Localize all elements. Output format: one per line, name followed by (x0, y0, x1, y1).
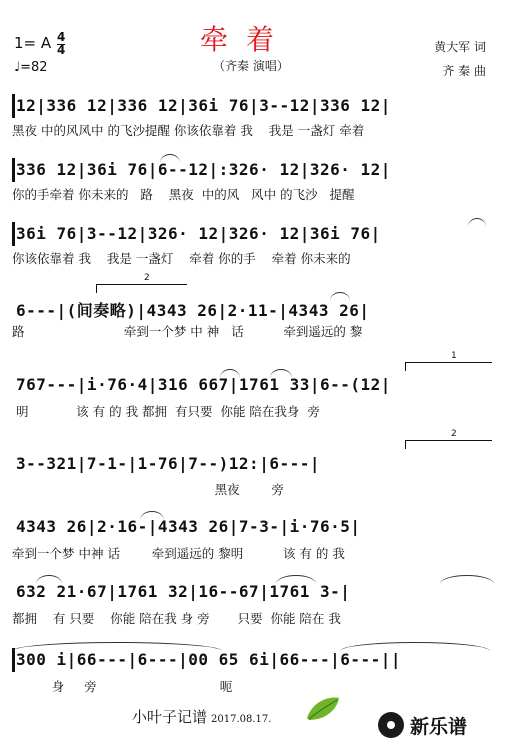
notes-line-8: 632 21·67|1761 32|16--67|1761 3-| (16, 582, 351, 601)
volta-bracket-1 (405, 351, 492, 371)
composer-credit: 齐 秦 曲 (442, 64, 486, 78)
transcriber-signature (132, 706, 271, 727)
tie-mark (12, 642, 222, 651)
volta-label: 2 (451, 429, 457, 439)
signature-date: 2017.08.17. (211, 714, 272, 725)
notes-line-9: 300 i|66---|6---|00 65 6i|66---|6---|| (16, 650, 402, 669)
leaf-icon (303, 694, 343, 724)
tie-mark (160, 154, 180, 163)
key-signature: 1= A (14, 34, 52, 52)
lyrics-line-6: 黑夜 旁 (12, 482, 284, 497)
tie-mark (220, 369, 240, 378)
tempo-marking: ♩=82 (14, 60, 48, 75)
notes-line-6: 3--321|7-1-|1-76|7--)12:|6---| (16, 454, 320, 473)
volta-bracket-2 (96, 273, 187, 293)
notes-line-2: 336 12|36i 76|6--12|:326· 12|326· 12| (16, 160, 391, 179)
system-barline (12, 94, 15, 118)
time-signature-top: 4 (57, 30, 66, 44)
lyrics-line-7: 牵到一个梦 中神 话 牵到遥远的 黎明 该 有 的 我 (12, 546, 345, 561)
song-title: 牵着 (200, 23, 293, 56)
lyrics-line-3: 你该依靠着 我 我是 一盏灯 牵着 你的手 牵着 你未来的 (12, 251, 351, 266)
song-subtitle: （齐秦 演唱） (213, 59, 289, 73)
tie-mark (440, 575, 494, 584)
system-barline (12, 648, 15, 672)
lyricist-credit: 黄大军 词 (434, 40, 486, 54)
tie-mark (330, 292, 350, 301)
signature-text: 小叶子记谱 (132, 708, 208, 726)
tie-mark (270, 369, 292, 378)
notes-line-3: 36i 76|3--12|326· 12|326· 12|36i 76| (16, 224, 381, 243)
tie-mark (140, 511, 164, 520)
tie-mark (36, 575, 62, 584)
time-signature-bottom: 4 (57, 43, 66, 57)
time-signature (57, 32, 65, 55)
tie-mark (276, 575, 316, 584)
lyrics-line-4: 路 牵到一个梦 中 神 话 牵到遥远的 黎 (12, 324, 363, 339)
system-barline (12, 222, 15, 246)
notes-line-4: 6---|(间奏略)|4343 26|2·11-|4343 26| (16, 301, 370, 320)
notes-line-5: 767---|i·76·4|316 667|1761 33|6--(12| (16, 375, 391, 394)
brand-logo-text: 新乐谱 (410, 716, 468, 738)
system-barline (12, 158, 15, 182)
tie-mark (468, 218, 486, 227)
tie-mark (340, 642, 490, 651)
lyrics-line-1: 黑夜 中的风风中 的飞沙提醒 你该依靠着 我 我是 一盏灯 牵着 (12, 123, 365, 138)
lyrics-line-2: 你的手牵着 你未来的 路 黑夜 中的风 风中 的飞沙 提醒 (12, 187, 355, 202)
notes-line-1: 12|336 12|336 12|36i 76|3--12|336 12| (16, 96, 391, 115)
vinyl-record-icon (378, 712, 404, 738)
volta-label: 2 (144, 273, 150, 283)
lyrics-line-5: 明 该 有 的 我 都拥 有只要 你能 陪在我身 旁 (12, 404, 320, 419)
lyrics-line-8: 都拥 有 只要 你能 陪在我 身 旁 只要 你能 陪在 我 (12, 611, 341, 626)
notes-line-7: 4343 26|2·16-|4343 26|7-3-|i·76·5| (16, 517, 361, 536)
volta-bracket-2b (405, 429, 492, 449)
volta-label: 1 (451, 351, 457, 361)
lyrics-line-9: 身 旁 呃 (12, 679, 233, 694)
